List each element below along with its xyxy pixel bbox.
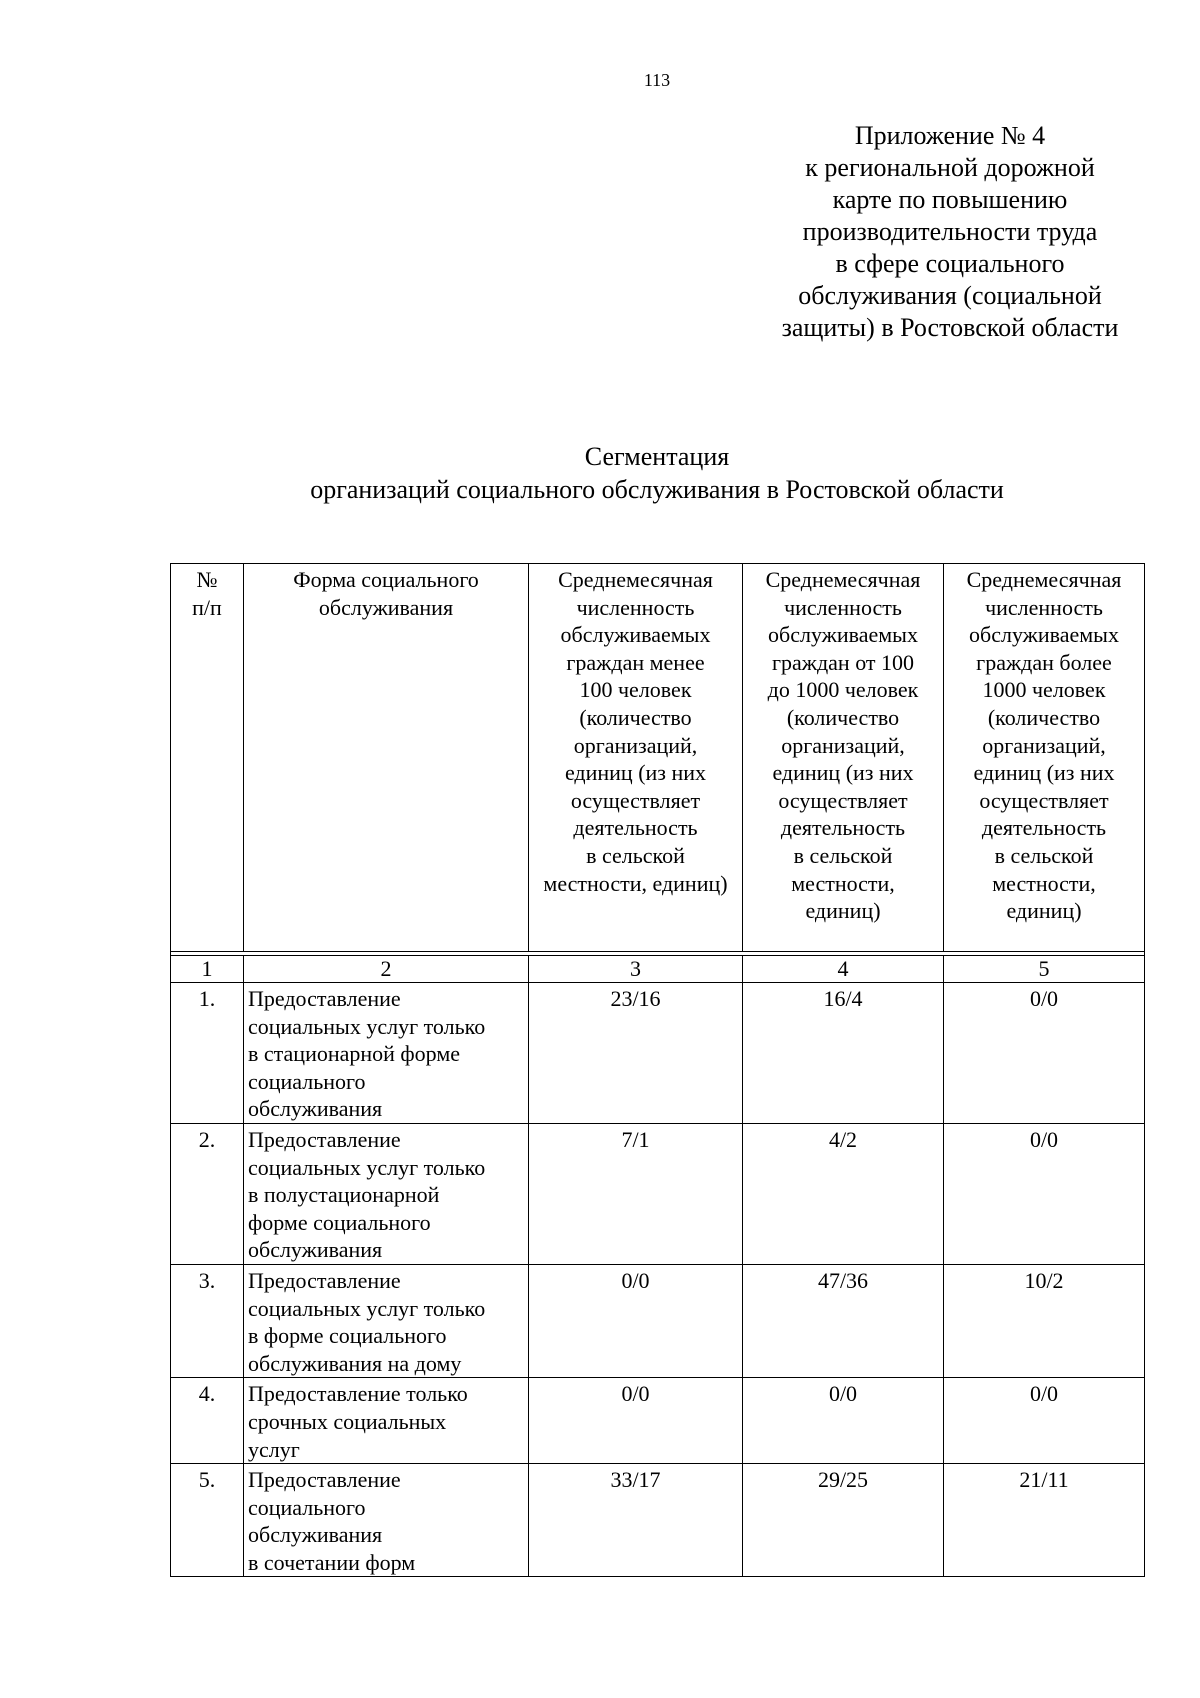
column-number: 5 xyxy=(944,956,1145,983)
from-100-to-1000-cell: 29/25 xyxy=(743,1464,944,1577)
page-number: 113 xyxy=(643,70,671,90)
column-number: 2 xyxy=(244,956,529,983)
table-row xyxy=(171,1378,1145,1464)
appendix-line: обслуживания (социальной xyxy=(798,281,1102,310)
appendix-line: в сфере социального xyxy=(835,249,1065,278)
column-number: 4 xyxy=(743,956,944,983)
over-1000-cell: 10/2 xyxy=(944,1264,1145,1377)
under-100-cell: 0/0 xyxy=(529,1264,743,1377)
table-row xyxy=(171,1264,1145,1377)
header-cell-over-1000: Среднемесячная численность обслуживаемых граждан более 1000 человек (количество организаций, единиц (из них осуществляет деятельность в сельской местности, единиц) xyxy=(944,564,1145,952)
from-100-to-1000-cell: 0/0 xyxy=(743,1378,944,1464)
under-100-cell: 23/16 xyxy=(529,983,743,1124)
over-1000-cell: 0/0 xyxy=(944,983,1145,1124)
header-cell-100-to-1000: Среднемесячная численность обслуживаемых граждан от 100 до 1000 человек (количество организаций, единиц (из них осуществляет деятельность в сельской местности, единиц) xyxy=(743,564,944,952)
appendix-line: Приложение № 4 xyxy=(854,121,1046,150)
from-100-to-1000-cell: 47/36 xyxy=(743,1264,944,1377)
row-number-cell: 5. xyxy=(171,1464,244,1577)
row-number-cell: 3. xyxy=(171,1264,244,1377)
appendix-note xyxy=(750,120,1150,344)
segmentation-table xyxy=(170,563,1145,1577)
appendix-line: карте по повышению xyxy=(832,185,1068,214)
over-1000-cell: 0/0 xyxy=(944,1378,1145,1464)
over-1000-cell: 0/0 xyxy=(944,1123,1145,1264)
service-form-cell: Предоставление социальных услуг только в стационарной форме социального обслуживания xyxy=(244,983,529,1124)
under-100-cell: 0/0 xyxy=(529,1378,743,1464)
appendix-line: к региональной дорожной xyxy=(805,153,1095,182)
under-100-cell: 33/17 xyxy=(529,1464,743,1577)
column-number: 3 xyxy=(529,956,743,983)
row-number-cell: 1. xyxy=(171,983,244,1124)
table-row xyxy=(171,983,1145,1124)
header-cell-number: № п/п xyxy=(171,564,244,952)
appendix-line: защиты) в Ростовской области xyxy=(781,313,1119,342)
from-100-to-1000-cell: 4/2 xyxy=(743,1123,944,1264)
title-line: организаций социального обслуживания в Ростовской области xyxy=(310,475,1004,504)
header-cell-form: Форма социального обслуживания xyxy=(244,564,529,952)
service-form-cell: Предоставление социального обслуживания в сочетании форм xyxy=(244,1464,529,1577)
service-form-cell: Предоставление только срочных социальных услуг xyxy=(244,1378,529,1464)
document-title xyxy=(0,440,1200,506)
row-number-cell: 2. xyxy=(171,1123,244,1264)
table-header-row xyxy=(171,564,1145,952)
column-numbers-row xyxy=(171,956,1145,983)
service-form-cell: Предоставление социальных услуг только в полустационарной форме социального обслуживания xyxy=(244,1123,529,1264)
row-number-cell: 4. xyxy=(171,1378,244,1464)
from-100-to-1000-cell: 16/4 xyxy=(743,983,944,1124)
appendix-line: производительности труда xyxy=(802,217,1098,246)
service-form-cell: Предоставление социальных услуг только в форме социального обслуживания на дому xyxy=(244,1264,529,1377)
table-row xyxy=(171,1464,1145,1577)
column-number: 1 xyxy=(171,956,244,983)
header-cell-under-100: Среднемесячная численность обслуживаемых граждан менее 100 человек (количество организаций, единиц (из них осуществляет деятельность в сельской местности, единиц) xyxy=(529,564,743,952)
over-1000-cell: 21/11 xyxy=(944,1464,1145,1577)
under-100-cell: 7/1 xyxy=(529,1123,743,1264)
table-row xyxy=(171,1123,1145,1264)
title-line: Сегментация xyxy=(584,442,730,471)
